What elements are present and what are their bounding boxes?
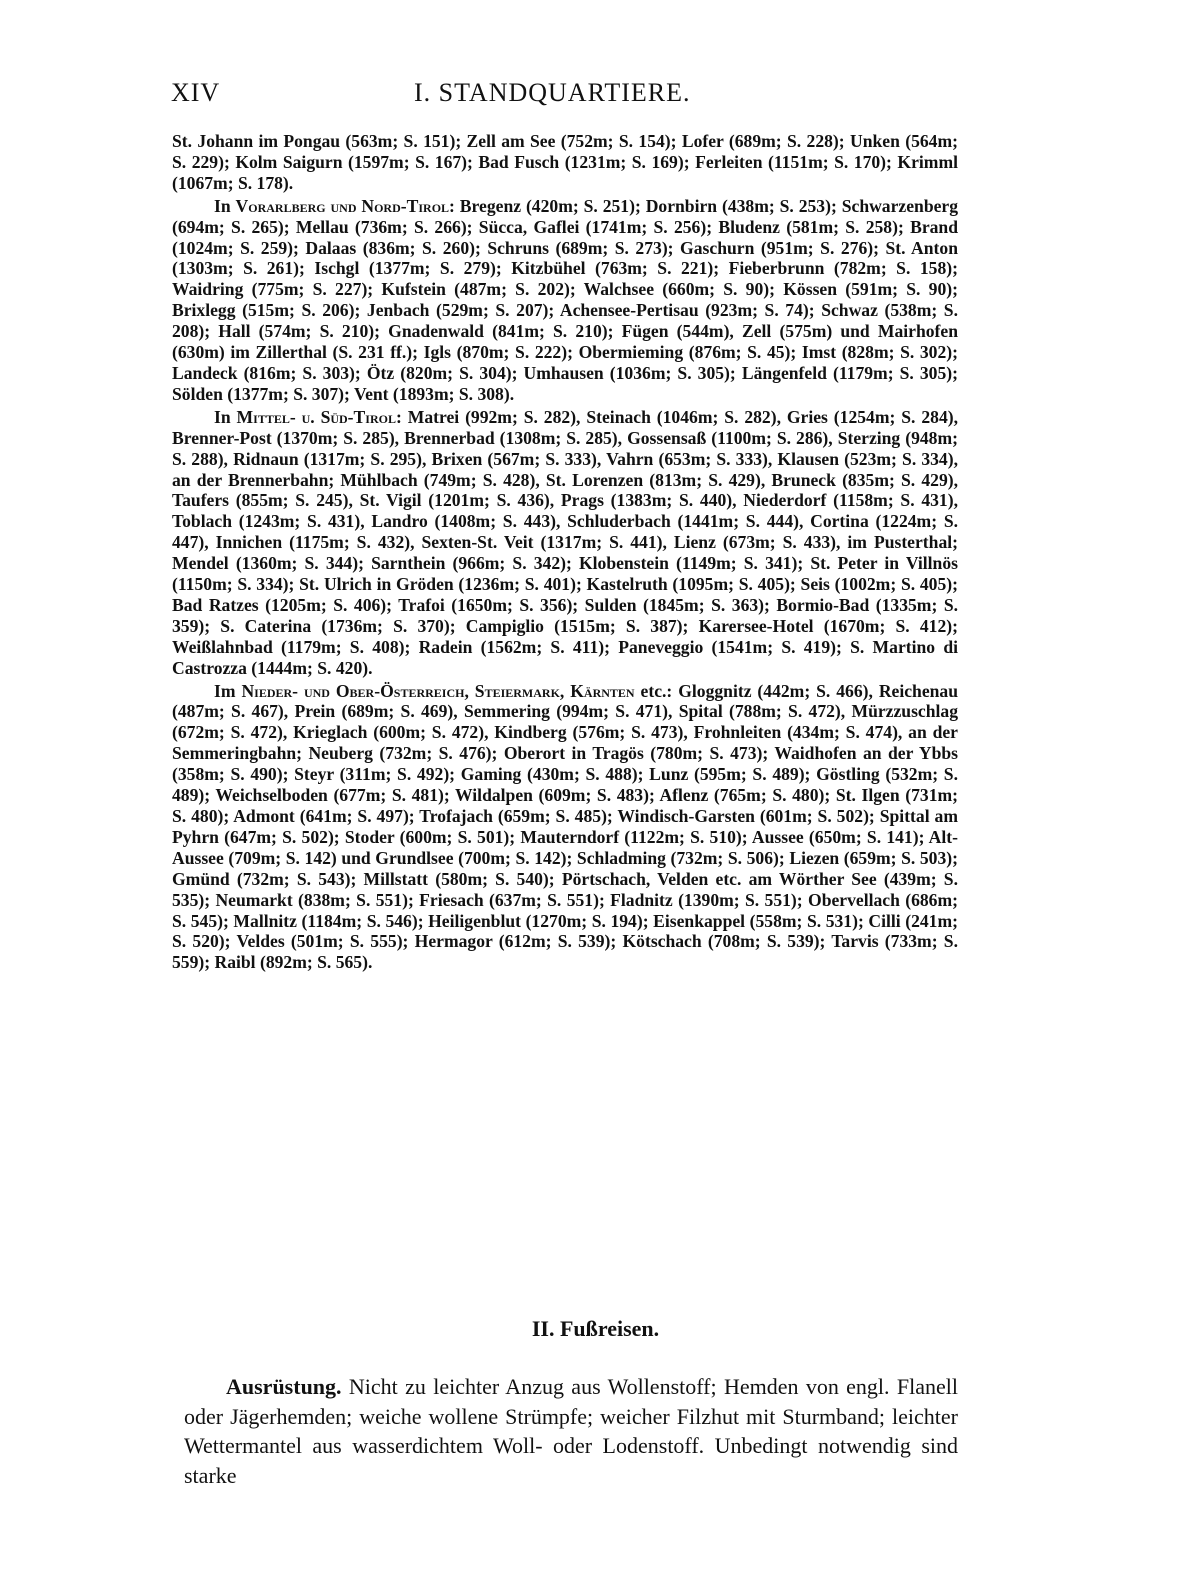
section-lead: Ausrüstung.: [226, 1374, 342, 1399]
paragraph-text: St. Johann im Pongau (563m; S. 151); Zell am See (752m; S. 154); Lofer (689m; S. 228); Unken (564m; S. 229); Kolm Saigurn (1597m; S. 167); Bad Fusch (1231m; S. 169); Ferleiten (1151m; S. 170); Krimml (1067m; S. 178).: [172, 131, 958, 193]
paragraph-prefix: Im: [214, 680, 242, 701]
section-text: Nicht zu leichter Anzug aus Wollenstoff; Hemden von engl. Flanell oder Jägerhemden; weiche wollene Strümpfe; weicher Filzhut mit Sturmband; leichter Wettermantel aus wasserdichtem Woll- oder Lodenstoff. Unbedingt notwendig sind starke: [184, 1374, 958, 1488]
paragraph-vorarlberg-nordtirol: [172, 196, 958, 405]
paragraph-prefix: In: [214, 195, 236, 216]
section-heading: II. Fußreisen.: [531, 1316, 660, 1341]
paragraph-text: : Bregenz (420m; S. 251); Dornbirn (438m; S. 253); Schwarzenberg (694m; S. 265); Mellau (736m; S. 266); Sücca, Gaflei (1741m; S. 256); Bludenz (581m; S. 258); Brand (1024m; S. 259); Dalaas (836m; S. 260); Schruns (689m; S. 273); Gaschurn (951m; S. 276); St. Anton (1303m; S. 261); Ischgl (1377m; S. 279); Kitzbühel (763m; S. 221); Fieberbrunn (782m; S. 158); Waidring (775m; S. 227); Kufstein (487m; S. 202); Walchsee (660m; S. 90); Kössen (591m; S. 90); Brixlegg (515m; S. 206); Jenbach (529m; S. 207); Achensee-Pertisau (923m; S. 74); Schwaz (538m; S. 208); Hall (574m; S. 210); Gnadenwald (841m; S. 210); Fügen (544m), Zell (575m) und Mairhofen (630m) im Zillerthal (S. 231 ff.); Igls (870m; S. 222); Obermieming (876m; S. 45); Imst (828m; S. 302); Landeck (816m; S. 303); Ötz (820m; S. 304); Umhausen (1036m; S. 305); Längenfeld (1179m; S. 305); Sölden (1377m; S. 307); Vent (1893m; S. 308).: [172, 195, 959, 404]
page-number: XIV: [171, 78, 221, 107]
standquartiere-list: [172, 131, 958, 973]
paragraph-salzburg: [172, 131, 958, 194]
region-heading: Mittel- u. Süd-Tirol: [236, 406, 396, 427]
paragraph-text: : Matrei (992m; S. 282), Steinach (1046m; S. 282), Gries (1254m; S. 284), Brenner-Post (1370m; S. 285), Brennerbad (1308m; S. 285), Gossensaß (1100m; S. 286), Sterzing (948m; S. 288), Ridnaun (1317m; S. 295), Brixen (567m; S. 333), Vahrn (653m; S. 333), Klausen (523m; S. 334), an der Brennerbahn; Mühlbach (749m; S. 428), St. Lorenzen (813m; S. 429), Bruneck (835m; S. 429), Taufers (855m; S. 245), St. Vigil (1201m; S. 436), Prags (1383m; S. 440), Niederdorf (1158m; S. 431), Toblach (1243m; S. 431), Landro (1408m; S. 443), Schluderbach (1441m; S. 444), Cortina (1224m; S. 447), Innichen (1175m; S. 432), Sexten-St. Veit (1317m; S. 441), Lienz (673m; S. 433), im Pusterthal; Mendel (1360m; S. 344); Sarnthein (966m; S. 342); Klobenstein (1149m; S. 341); St. Peter in Villnös (1150m; S. 334); St. Ulrich in Gröden (1236m; S. 401); Kastelruth (1095m; S. 405); Seis (1002m; S. 405); Bad Ratzes (1205m; S. 406); Trafoi (1650m; S. 356); Sulden (1845m; S. 363); Bormio-Bad (1335m; S. 359); S. Caterina (1736m; S. 370); Campiglio (1515m; S. 387); Karersee-Hotel (1670m; S. 412); Weißlahnbad (1179m; S. 408); Radein (1562m; S. 411); Paneveggio (1541m; S. 419); S. Martino di Castrozza (1444m; S. 420).: [172, 406, 959, 678]
region-heading: Nieder- und Ober-Österreich, Steiermark, Kärnten: [241, 680, 635, 701]
paragraph-mittel-sued-tirol: [172, 407, 958, 679]
paragraph-oesterreich: [172, 681, 958, 974]
section-paragraph: [184, 1372, 958, 1490]
paragraph-prefix: In: [214, 406, 237, 427]
paragraph-text: etc.: Gloggnitz (442m; S. 466), Reichenau (487m; S. 467), Prein (689m; S. 469), Semmering (994m; S. 471), Spital (788m; S. 472), Mürzzuschlag (672m; S. 472), Krieglach (600m; S. 472), Kindberg (576m; S. 473), Frohnleiten (434m; S. 474), an der Semmeringbahn; Neuberg (732m; S. 476); Oberort in Tragös (780m; S. 473); Waidhofen an der Ybbs (358m; S. 490); Steyr (311m; S. 492); Gaming (430m; S. 488); Lunz (595m; S. 489); Göstling (532m; S. 489); Weichselboden (677m; S. 481); Wildalpen (609m; S. 483); Aflenz (765m; S. 480); St. Ilgen (731m; S. 480); Admont (641m; S. 497); Trofajach (659m; S. 485); Windisch-Garsten (601m; S. 502); Spittal am Pyhrn (647m; S. 502); Stoder (600m; S. 501); Mauterndorf (1122m; S. 510); Aussee (650m; S. 141); Alt-Aussee (709m; S. 142) und Grundlsee (700m; S. 142); Schladming (732m; S. 506); Liezen (659m; S. 503); Gmünd (732m; S. 543); Millstatt (580m; S. 540); Pörtschach, Velden etc. am Wörther See (439m; S. 535); Neumarkt (838m; S. 551); Friesach (637m; S. 551); Fladnitz (1390m; S. 551); Obervellach (686m; S. 545); Mallnitz (1184m; S. 546); Heiligenblut (1270m; S. 194); Eisenkappel (558m; S. 531); Cilli (241m; S. 520); Veldes (501m; S. 555); Hermagor (612m; S. 539); Kötschach (708m; S. 539); Tarvis (733m; S. 559); Raibl (892m; S. 565).: [172, 680, 958, 973]
region-heading: Vorarlberg und Nord-Tirol: [235, 195, 450, 216]
running-title: I. STANDQUARTIERE.: [414, 78, 691, 107]
